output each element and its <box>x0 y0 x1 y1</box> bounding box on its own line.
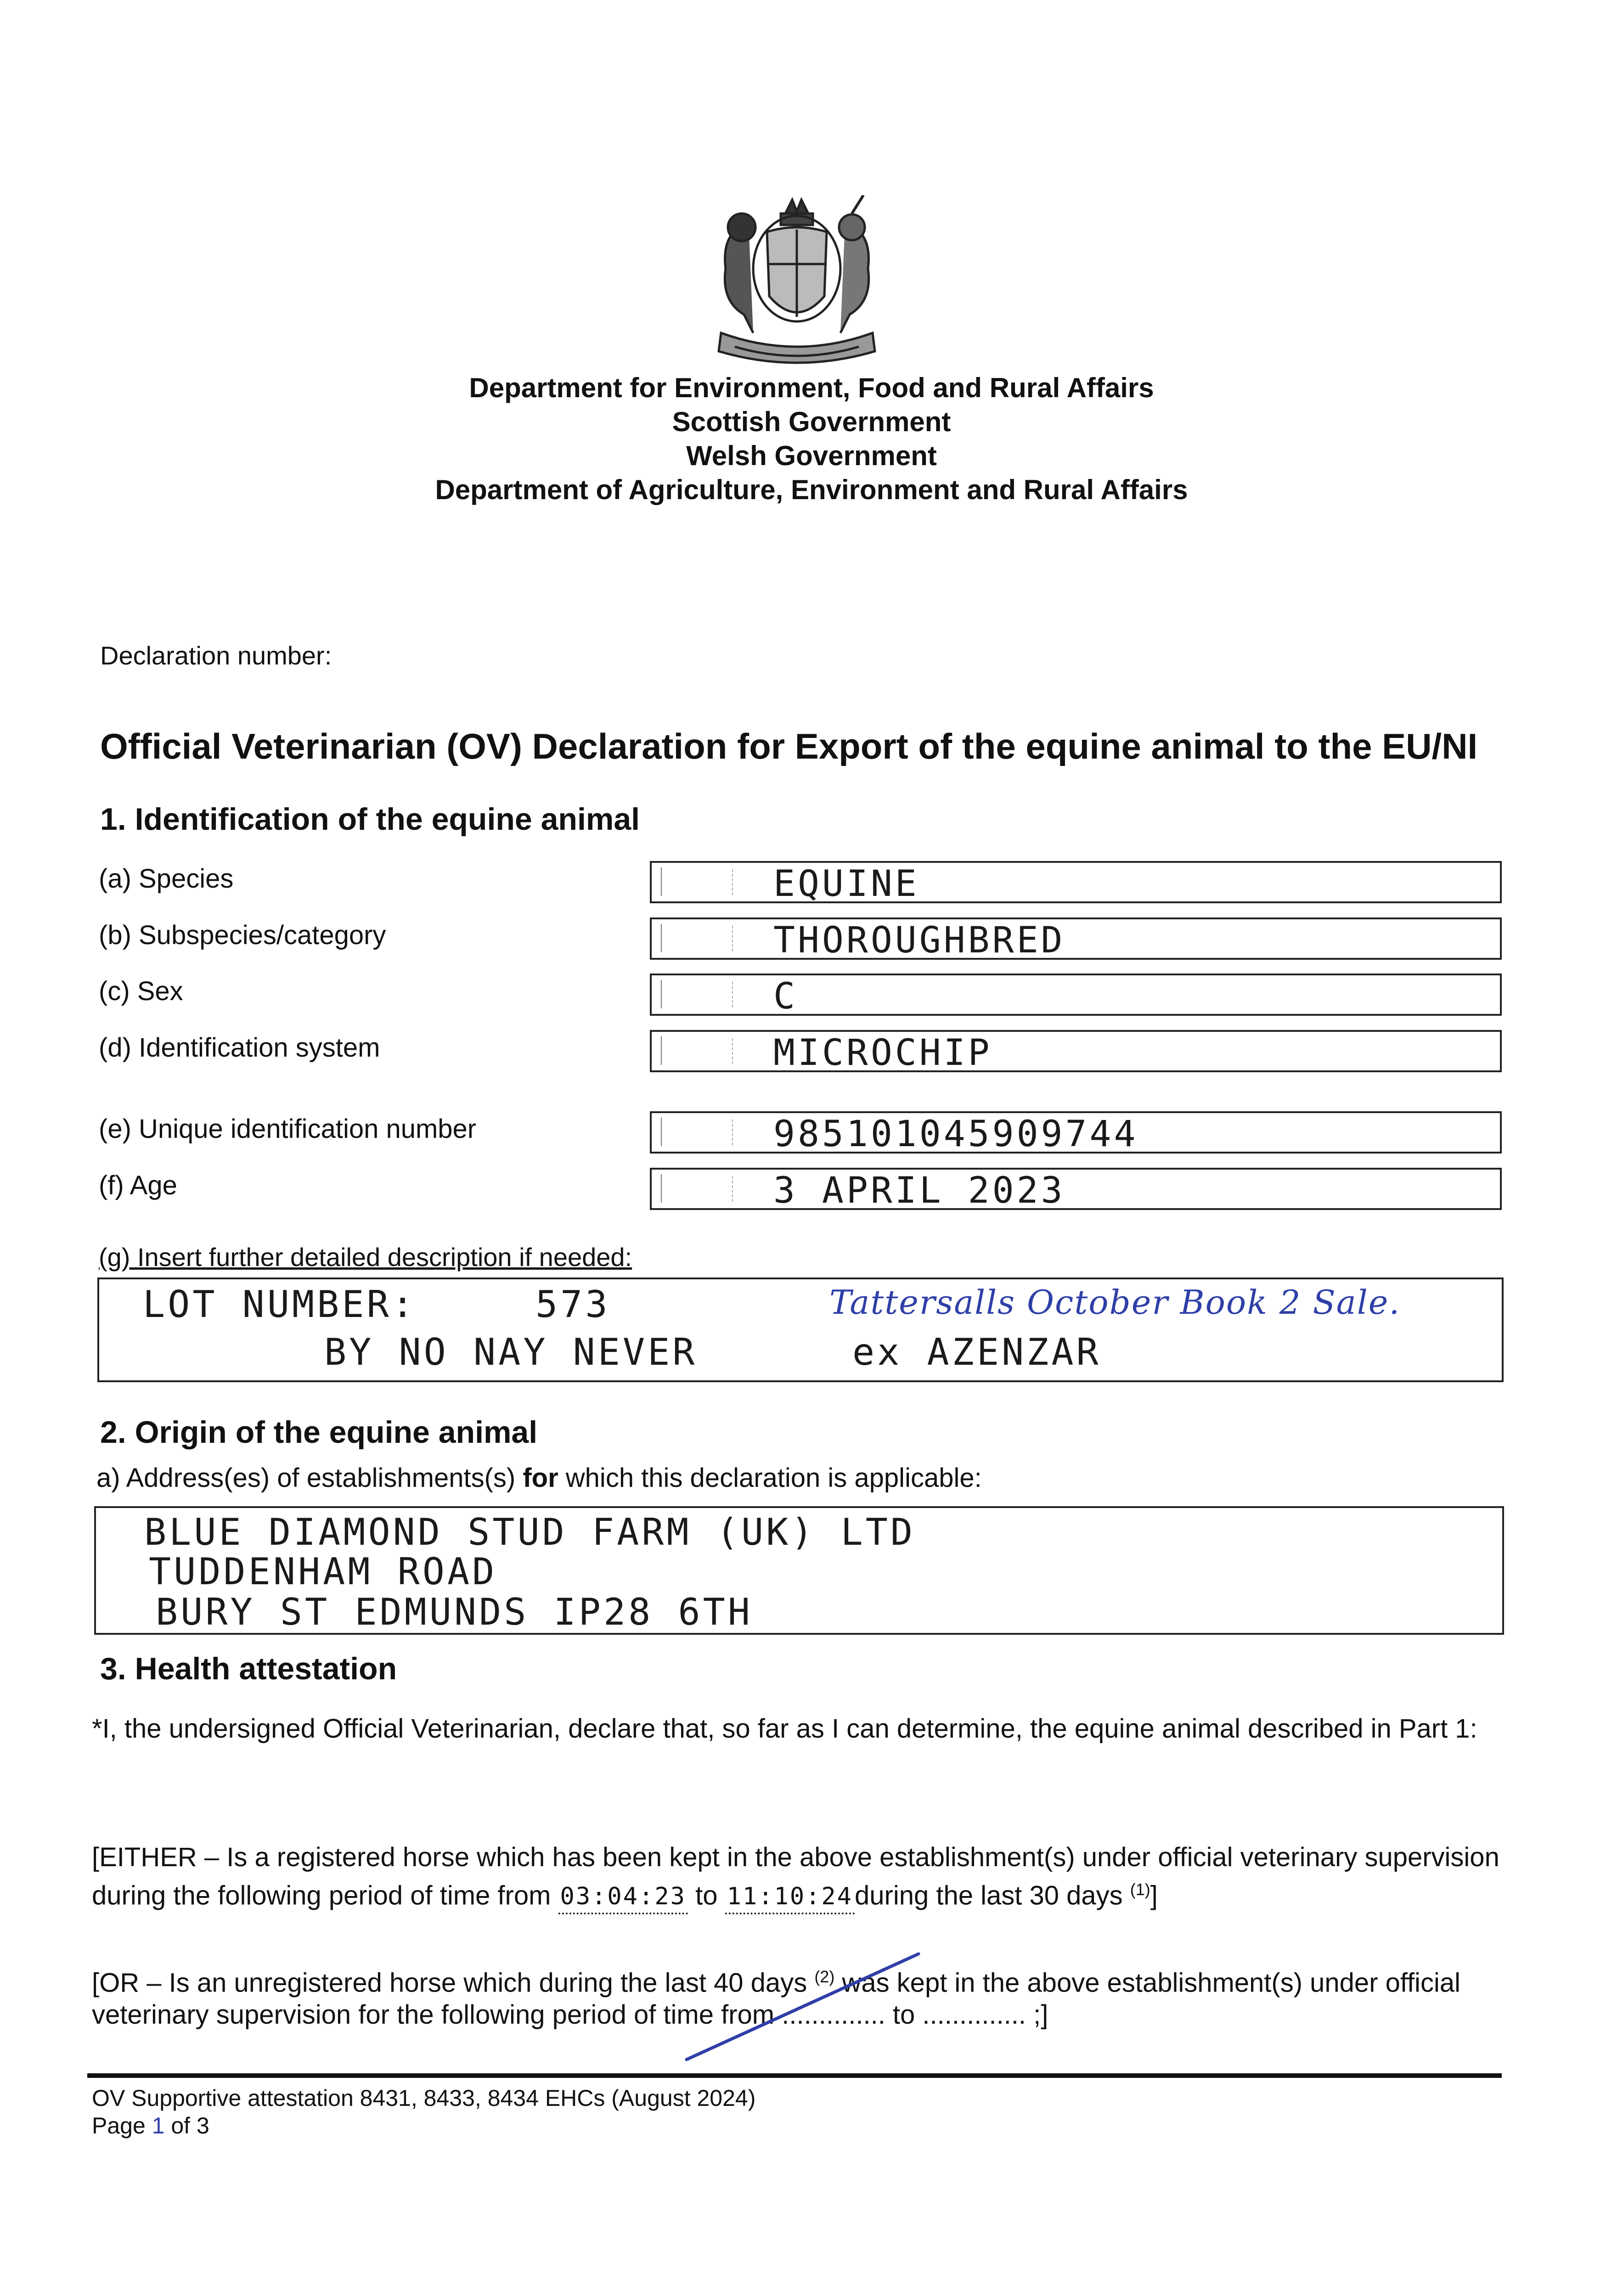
page-indicator: Page 1 of 3 <box>92 2113 209 2138</box>
lot-number: 573 <box>535 1283 610 1326</box>
either-to-date[interactable]: 11:10:24 <box>725 1880 855 1914</box>
either-clause: [EITHER – Is a registered horse which has been kept in the above establishment(s) under official veterinary supervision during the following period of time from 03:04:23 to 11:10:24during the last 30 days $^{(1)}$] <box>92 1841 1506 1914</box>
sex-field[interactable] <box>650 974 1502 1016</box>
issuing-departments <box>0 371 1623 507</box>
lot-label: LOT NUMBER: <box>143 1283 417 1326</box>
section-3-heading: 3. Health attestation <box>100 1651 397 1686</box>
department-defra: Department for Environment, Food and Rural Affairs <box>469 372 1154 403</box>
description-label: (g) Insert further detailed description if needed: <box>99 1243 632 1272</box>
sire-text: BY NO NAY NEVER <box>324 1331 698 1373</box>
unique-id-label: (e) Unique identification number <box>99 1114 477 1144</box>
species-label: (a) Species <box>99 864 234 894</box>
unique-id-field[interactable] <box>650 1111 1502 1154</box>
species-field[interactable] <box>650 861 1502 903</box>
sale-note: Tattersalls October Book 2 Sale. <box>829 1283 1401 1322</box>
section-2-heading: 2. Origin of the equine animal <box>100 1415 538 1450</box>
address-field[interactable] <box>94 1506 1504 1635</box>
either-from-date[interactable]: 03:04:23 <box>558 1880 688 1914</box>
subspecies-field[interactable] <box>650 917 1502 960</box>
species-value: EQUINE <box>773 863 919 905</box>
age-field[interactable] <box>650 1168 1502 1210</box>
sex-value: C <box>773 976 798 1017</box>
section-1-heading: 1. Identification of the equine animal <box>100 802 640 837</box>
department-daera: Department of Agriculture, Environment and Rural Affairs <box>435 474 1188 505</box>
subspecies-value: THOROUGHBRED <box>773 920 1065 961</box>
document-title: Official Veterinarian (OV) Declaration for Export of the equine animal to the EU/NI <box>100 726 1478 766</box>
unique-id-value: 985101045909744 <box>773 1114 1138 1155</box>
subspecies-label: (b) Subspecies/category <box>99 920 386 950</box>
royal-coat-of-arms-icon <box>693 195 900 370</box>
department-welsh-government: Welsh Government <box>686 440 937 471</box>
identification-system-field[interactable] <box>650 1030 1502 1072</box>
address-line-2: TUDDENHAM ROAD <box>149 1550 497 1593</box>
age-value: 3 APRIL 2023 <box>773 1170 1065 1211</box>
dam-text: ex AZENZAR <box>852 1331 1101 1373</box>
strike-through-mark <box>684 1949 923 2064</box>
address-line-3: BURY ST EDMUNDS IP28 6TH <box>156 1591 753 1633</box>
identification-system-label: (d) Identification system <box>99 1033 380 1063</box>
identification-system-value: MICROCHIP <box>773 1032 992 1074</box>
description-field[interactable] <box>97 1277 1504 1382</box>
footer-attestation-ref: OV Supportive attestation 8431, 8433, 8434 EHCs (August 2024) <box>92 2085 756 2111</box>
or-clause: [OR – Is an unregistered horse which during the last 40 days $^{(2)}$ was kept in the above establishment(s) under official veterinary supervision for the following period of time from .............. to .............. ;] <box>92 1967 1460 2030</box>
sex-label: (c) Sex <box>99 976 183 1006</box>
department-scottish-government: Scottish Government <box>672 406 951 437</box>
address-line-1: BLUE DIAMOND STUD FARM (UK) LTD <box>144 1511 916 1553</box>
address-label: a) Address(es) of establishments(s) for which this declaration is applicable: <box>96 1463 982 1493</box>
health-attestation-intro: *I, the undersigned Official Veterinarian, declare that, so far as I can determine, the equine animal described in Part 1: <box>92 1714 1477 1744</box>
footer-rule <box>87 2073 1502 2078</box>
age-label: (f) Age <box>99 1171 177 1200</box>
declaration-number-label: Declaration number: <box>100 641 332 670</box>
